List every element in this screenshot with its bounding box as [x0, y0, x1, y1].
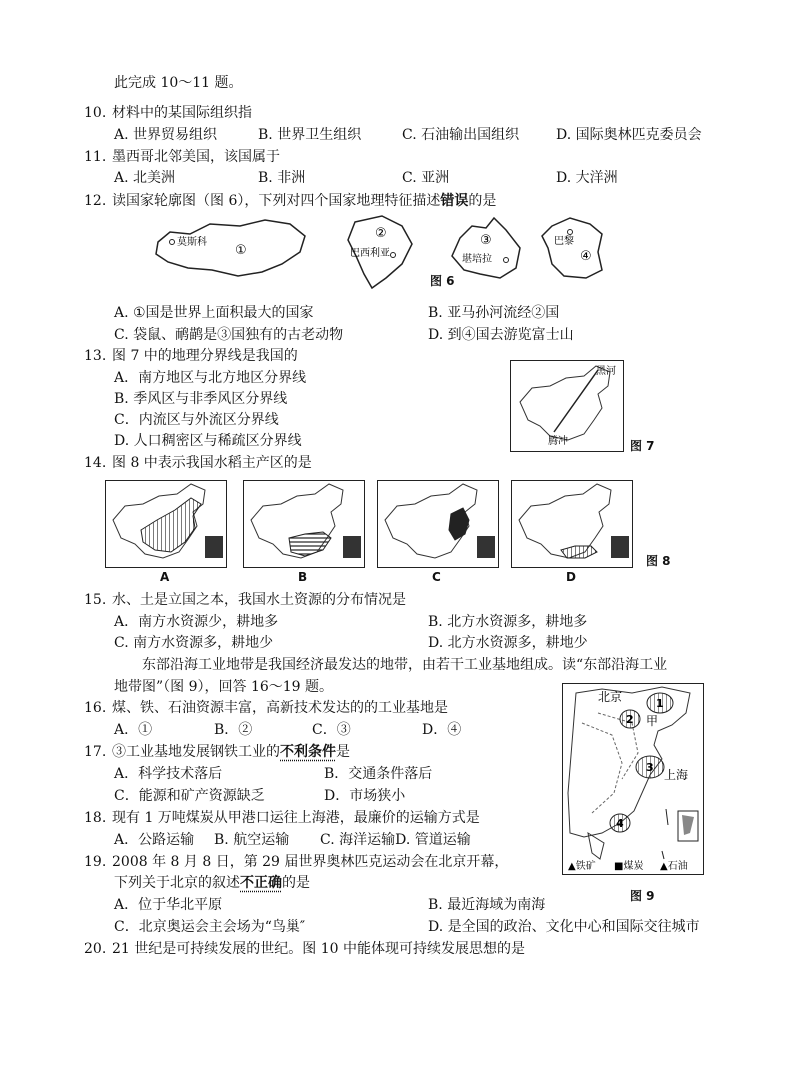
intro-16-19-line2: 地带图”（图 9），回答 16～19 题。: [114, 679, 334, 695]
question-number: 15.: [84, 592, 107, 608]
map-4-label: ④: [580, 249, 592, 264]
question-number: 12.: [84, 193, 107, 209]
q15-option-a: A．南方水资源少，耕地多: [114, 614, 279, 630]
q19-option-c: C．北京奥运会主会场为“鸟巢″: [114, 919, 306, 935]
emphasis-word: 错误: [440, 193, 469, 209]
emphasis-word: 不利条件: [280, 744, 336, 760]
question-10: [84, 103, 252, 123]
brasilia-label: 巴西利亚: [350, 248, 390, 259]
question-17: 17. ③工业基地发展钢铁工业的不利条件是: [84, 744, 350, 760]
figure-6-country-outlines: [150, 212, 650, 292]
question-19-line2: 下列关于北京的叙述不正确的是: [114, 875, 310, 891]
map-c-letter: C: [432, 570, 441, 584]
emphasis-word: 不正确: [240, 875, 282, 891]
question-stem: 图 7 中的地理分界线是我国的: [112, 348, 298, 364]
question-number: 14.: [84, 455, 107, 471]
question-12: 12. 读国家轮廓图（图 6），下列对四个国家地理特征描述错误的是: [84, 193, 497, 209]
q17-option-c: C．能源和矿产资源缺乏: [114, 788, 265, 804]
beijing-label: 北京: [598, 690, 623, 704]
q16-option-c: C．③: [312, 722, 351, 738]
q13-option-a: A．南方地区与北方地区分界线: [114, 370, 307, 386]
legend-coal: ■煤炭: [614, 861, 644, 872]
figure-6-caption: 图 6: [430, 274, 455, 288]
question-stem: 水、土是立国之本，我国水土资源的分布情况是: [112, 592, 406, 608]
question-number: 13.: [84, 348, 107, 364]
q10-option-d: D. 国际奥林匹克委员会: [556, 127, 702, 143]
question-number: 17.: [84, 744, 107, 760]
q11-option-a: A. 北美洲: [114, 170, 176, 186]
question-11: [84, 147, 280, 167]
question-number: 20.: [84, 941, 107, 957]
question-20: [84, 939, 525, 959]
q10-option-a: A. 世界贸易组织: [114, 127, 218, 143]
q10-option-b: B. 世界卫生组织: [258, 127, 362, 143]
question-stem: 读国家轮廓图（图 6），下列对四个国家地理特征描述: [112, 193, 441, 209]
base-4-label: 4: [616, 817, 624, 830]
jia-label: 甲: [646, 714, 659, 728]
q19-option-a: A．位于华北平原: [114, 897, 223, 913]
q12-option-d: D. 到④国去游览富士山: [428, 327, 574, 343]
base-2-label: 2: [626, 713, 634, 726]
question-18: [84, 808, 480, 828]
map-b: [244, 481, 365, 568]
q15-option-d: D. 北方水资源多，耕地少: [428, 635, 588, 651]
q13-option-c: C．内流区与外流区分界线: [114, 412, 279, 428]
question-13: [84, 346, 298, 366]
figure-8-caption: 图 8: [646, 554, 671, 568]
tengchong-label: 腾冲: [548, 436, 568, 447]
q17-option-b: B．交通条件落后: [324, 766, 433, 782]
question-stem: ③工业基地发展钢铁工业的: [112, 744, 280, 760]
q13-option-b: B. 季风区与非季风区分界线: [114, 391, 288, 407]
map-c: [378, 481, 499, 568]
australia-outline: [452, 218, 520, 278]
q17-option-a: A．科学技术落后: [114, 766, 223, 782]
q16-option-b: B．②: [214, 722, 253, 738]
question-19: [84, 852, 508, 872]
map-d-letter: D: [566, 570, 576, 584]
map-b-letter: B: [298, 570, 308, 584]
q12-option-c: C. 袋鼠、鸸鹋是③国独有的古老动物: [114, 327, 344, 343]
figure-7-caption: 图 7: [630, 439, 655, 453]
q11-option-c: C. 亚洲: [402, 170, 450, 186]
question-number: 10.: [84, 105, 107, 121]
q19-option-b: B. 最近海域为南海: [428, 897, 546, 913]
map-a-letter: A: [160, 570, 170, 584]
question-stem: 2008 年 8 月 8 日，第 29 届世界奥林匹克运动会在北京开幕，: [112, 854, 509, 870]
canberra-label: 堪培拉: [462, 254, 492, 265]
russia-outline: [156, 220, 305, 276]
question-stem: 材料中的某国际组织指: [112, 105, 252, 121]
map-d: [512, 481, 633, 568]
figure-9-caption: 图 9: [630, 889, 655, 903]
question-stem: 21 世纪是可持续发展的世纪。图 10 中能体现可持续发展思想的是: [112, 941, 525, 957]
question-stem: 煤、铁、石油资源丰富，高新技术发达的的工业基地是: [112, 700, 448, 716]
legend-iron: ▲铁矿: [568, 861, 596, 872]
map-2-label: ②: [375, 226, 387, 241]
q16-option-d: D．④: [422, 722, 462, 738]
question-16: [84, 698, 448, 718]
base-3-label: 3: [646, 761, 654, 774]
q10-option-c: C. 石油输出国组织: [402, 127, 520, 143]
q17-option-d: D．市场狭小: [324, 788, 406, 804]
q15-option-c: C. 南方水资源多，耕地少: [114, 635, 274, 651]
q19-option-d: D. 是全国的政治、文化中心和国际交往城市: [428, 919, 700, 935]
q18-option-b: B. 航空运输: [214, 832, 290, 848]
map-1-label: ①: [235, 243, 247, 258]
question-stem: 现有 1 万吨煤炭从甲港口运往上海港，最廉价的运输方式是: [112, 810, 480, 826]
map-a: [106, 481, 227, 568]
q11-option-b: B. 非洲: [258, 170, 306, 186]
heihe-label: 黑河: [596, 366, 616, 377]
moscow-label: 莫斯科: [177, 237, 207, 248]
question-number: 16.: [84, 700, 107, 716]
question-number: 19.: [84, 854, 107, 870]
shanghai-label: 上海: [664, 768, 689, 782]
question-number: 11.: [84, 149, 107, 165]
q18-option-c: C. 海洋运输D. 管道运输: [320, 832, 471, 848]
q15-option-b: B. 北方水资源多，耕地多: [428, 614, 588, 630]
q12-option-b: B. 亚马孙河流经②国: [428, 305, 560, 321]
map-3-label: ③: [480, 233, 492, 248]
question-number: 18.: [84, 810, 107, 826]
figure-9-east-coast-industry: [562, 683, 704, 875]
q12-option-a: A. ①国是世界上面积最大的国家: [114, 305, 314, 321]
intro-16-19-line1: 东部沿海工业地带是我国经济最发达的地带，由若干工业基地组成。读“东部沿海工业: [142, 657, 668, 673]
base-1-label: 1: [656, 697, 664, 710]
question-14: [84, 453, 312, 473]
figure-7-china-line: [510, 360, 624, 452]
paris-label: 巴黎: [554, 236, 574, 247]
q13-option-d: D. 人口稠密区与稀疏区分界线: [114, 433, 302, 449]
intro-tail: 此完成 10～11 题。: [114, 75, 243, 91]
france-outline: [542, 218, 602, 278]
q18-option-a: A．公路运输: [114, 832, 195, 848]
question-stem: 图 8 中表示我国水稻主产区的是: [112, 455, 312, 471]
question-15: [84, 590, 406, 610]
q11-option-d: D. 大洋洲: [556, 170, 618, 186]
legend-oil: ▲石油: [660, 861, 688, 872]
question-stem: 墨西哥北邻美国，该国属于: [112, 149, 280, 165]
q16-option-a: A．①: [114, 722, 153, 738]
figure-8-rice-maps: [105, 480, 643, 568]
